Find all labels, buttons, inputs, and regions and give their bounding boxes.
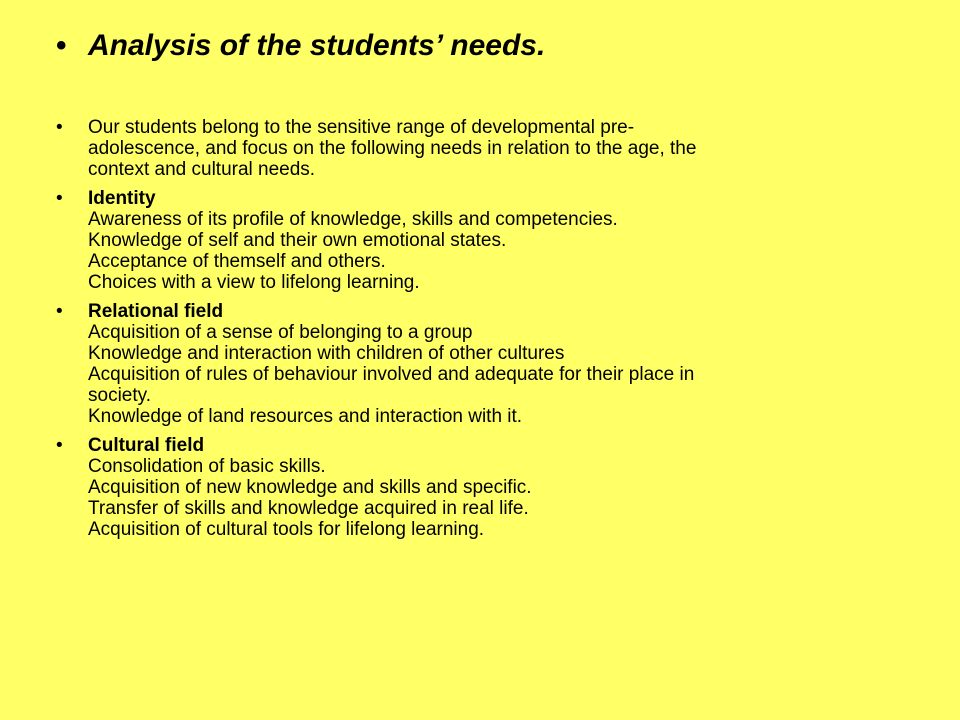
identity-line: Acceptance of themself and others.: [88, 251, 386, 272]
identity-heading: Identity: [88, 188, 156, 209]
identity-line: Knowledge of self and their own emotional states.: [88, 230, 507, 251]
intro-line: context and cultural needs.: [88, 159, 316, 180]
bullet-item-intro: [56, 117, 916, 180]
cultural-heading: Cultural field: [88, 435, 205, 456]
relational-heading: Relational field: [88, 301, 224, 322]
relational-line: Knowledge and interaction with children of other cultures: [88, 343, 565, 364]
bullet-item-cultural: [56, 435, 916, 540]
cultural-text: [88, 435, 878, 540]
relational-line: society.: [88, 385, 152, 406]
relational-line: Acquisition of rules of behaviour involved and adequate for their place in: [88, 364, 695, 385]
identity-line: Awareness of its profile of knowledge, skills and competencies.: [88, 209, 618, 230]
intro-text: [88, 117, 878, 180]
slide-title: Analysis of the students’ needs.: [88, 29, 546, 62]
cultural-line: Consolidation of basic skills.: [88, 456, 326, 477]
bullet-list: [56, 117, 916, 548]
bullet-icon: •: [56, 435, 63, 456]
cultural-line: Acquisition of cultural tools for lifelong learning.: [88, 519, 485, 540]
cultural-line: Transfer of skills and knowledge acquired in real life.: [88, 498, 529, 519]
bullet-item-relational: [56, 301, 916, 427]
bullet-icon: •: [56, 117, 63, 138]
relational-line: Acquisition of a sense of belonging to a group: [88, 322, 473, 343]
identity-line: Choices with a view to lifelong learning.: [88, 272, 420, 293]
intro-line: adolescence, and focus on the following needs in relation to the age, the: [88, 138, 697, 159]
identity-text: [88, 188, 878, 293]
slide-title-row: [56, 24, 936, 68]
bullet-icon: •: [56, 29, 67, 62]
cultural-line: Acquisition of new knowledge and skills and specific.: [88, 477, 532, 498]
bullet-item-identity: [56, 188, 916, 293]
relational-text: [88, 301, 878, 427]
intro-line: Our students belong to the sensitive range of developmental pre-: [88, 117, 635, 138]
relational-line: Knowledge of land resources and interaction with it.: [88, 406, 523, 427]
bullet-icon: •: [56, 188, 63, 209]
bullet-icon: •: [56, 301, 63, 322]
